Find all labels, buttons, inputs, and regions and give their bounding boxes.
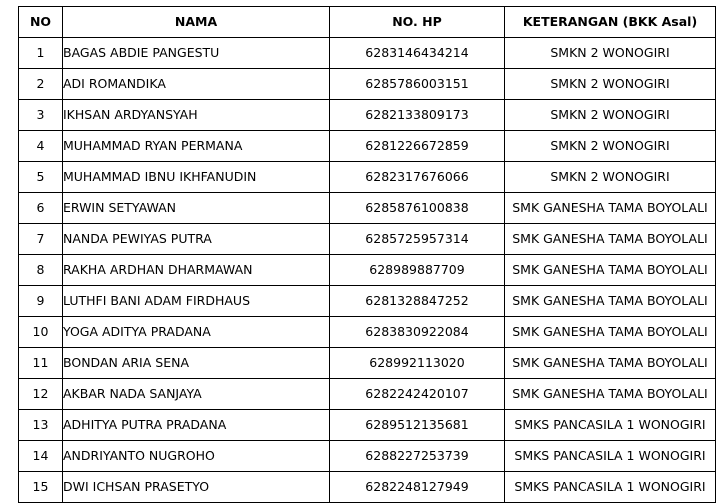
row-phone: 6281328847252	[330, 286, 505, 317]
header-keterangan: KETERANGAN (BKK Asal)	[505, 7, 716, 38]
row-phone: 6288227253739	[330, 441, 505, 472]
header-no: NO	[19, 7, 63, 38]
table-row	[19, 162, 716, 193]
row-number: 9	[19, 286, 63, 317]
table-row	[19, 193, 716, 224]
table-body	[19, 38, 716, 503]
row-phone: 6285876100838	[330, 193, 505, 224]
table-row	[19, 100, 716, 131]
row-origin: SMK GANESHA TAMA BOYOLALI	[505, 286, 716, 317]
row-phone: 6281226672859	[330, 131, 505, 162]
row-name: AKBAR NADA SANJAYA	[63, 379, 330, 410]
row-name: DWI ICHSAN PRASETYO	[63, 472, 330, 503]
row-name: NANDA PEWIYAS PUTRA	[63, 224, 330, 255]
row-phone: 6289512135681	[330, 410, 505, 441]
row-phone: 628992113020	[330, 348, 505, 379]
row-phone: 6282248127949	[330, 472, 505, 503]
row-number: 13	[19, 410, 63, 441]
row-number: 8	[19, 255, 63, 286]
row-name: MUHAMMAD IBNU IKHFANUDIN	[63, 162, 330, 193]
table-row	[19, 131, 716, 162]
row-origin: SMKS PANCASILA 1 WONOGIRI	[505, 410, 716, 441]
roster-table	[18, 6, 716, 503]
row-phone: 6282317676066	[330, 162, 505, 193]
row-origin: SMK GANESHA TAMA BOYOLALI	[505, 193, 716, 224]
table-row	[19, 255, 716, 286]
row-number: 15	[19, 472, 63, 503]
table-row	[19, 38, 716, 69]
row-number: 1	[19, 38, 63, 69]
row-phone: 6285786003151	[330, 69, 505, 100]
row-origin: SMKS PANCASILA 1 WONOGIRI	[505, 472, 716, 503]
table-row	[19, 348, 716, 379]
row-origin: SMKS PANCASILA 1 WONOGIRI	[505, 441, 716, 472]
row-name: ADI ROMANDIKA	[63, 69, 330, 100]
table-row	[19, 286, 716, 317]
row-origin: SMK GANESHA TAMA BOYOLALI	[505, 379, 716, 410]
row-phone: 628989887709	[330, 255, 505, 286]
row-origin: SMKN 2 WONOGIRI	[505, 100, 716, 131]
row-phone: 6283830922084	[330, 317, 505, 348]
row-name: RAKHA ARDHAN DHARMAWAN	[63, 255, 330, 286]
row-phone: 6285725957314	[330, 224, 505, 255]
row-origin: SMK GANESHA TAMA BOYOLALI	[505, 348, 716, 379]
row-number: 10	[19, 317, 63, 348]
row-phone: 6282242420107	[330, 379, 505, 410]
table-row	[19, 472, 716, 503]
table-row	[19, 317, 716, 348]
row-origin: SMKN 2 WONOGIRI	[505, 162, 716, 193]
row-number: 11	[19, 348, 63, 379]
header-nama: NAMA	[63, 7, 330, 38]
row-origin: SMKN 2 WONOGIRI	[505, 38, 716, 69]
row-name: IKHSAN ARDYANSYAH	[63, 100, 330, 131]
table-row	[19, 69, 716, 100]
table-row	[19, 379, 716, 410]
row-name: LUTHFI BANI ADAM FIRDHAUS	[63, 286, 330, 317]
row-name: BONDAN ARIA SENA	[63, 348, 330, 379]
row-name: ADHITYA PUTRA PRADANA	[63, 410, 330, 441]
header-row	[19, 7, 716, 38]
row-origin: SMK GANESHA TAMA BOYOLALI	[505, 255, 716, 286]
row-name: ANDRIYANTO NUGROHO	[63, 441, 330, 472]
row-phone: 6283146434214	[330, 38, 505, 69]
table-row	[19, 224, 716, 255]
row-number: 5	[19, 162, 63, 193]
row-name: MUHAMMAD RYAN PERMANA	[63, 131, 330, 162]
row-number: 6	[19, 193, 63, 224]
table-header	[19, 7, 716, 38]
row-origin: SMK GANESHA TAMA BOYOLALI	[505, 224, 716, 255]
row-number: 4	[19, 131, 63, 162]
row-name: YOGA ADITYA PRADANA	[63, 317, 330, 348]
row-number: 3	[19, 100, 63, 131]
table-row	[19, 410, 716, 441]
table-row	[19, 441, 716, 472]
row-name: ERWIN SETYAWAN	[63, 193, 330, 224]
row-origin: SMKN 2 WONOGIRI	[505, 69, 716, 100]
header-hp: NO. HP	[330, 7, 505, 38]
row-origin: SMK GANESHA TAMA BOYOLALI	[505, 317, 716, 348]
row-name: BAGAS ABDIE PANGESTU	[63, 38, 330, 69]
row-origin: SMKN 2 WONOGIRI	[505, 131, 716, 162]
row-number: 2	[19, 69, 63, 100]
row-number: 14	[19, 441, 63, 472]
row-number: 7	[19, 224, 63, 255]
row-phone: 6282133809173	[330, 100, 505, 131]
row-number: 12	[19, 379, 63, 410]
